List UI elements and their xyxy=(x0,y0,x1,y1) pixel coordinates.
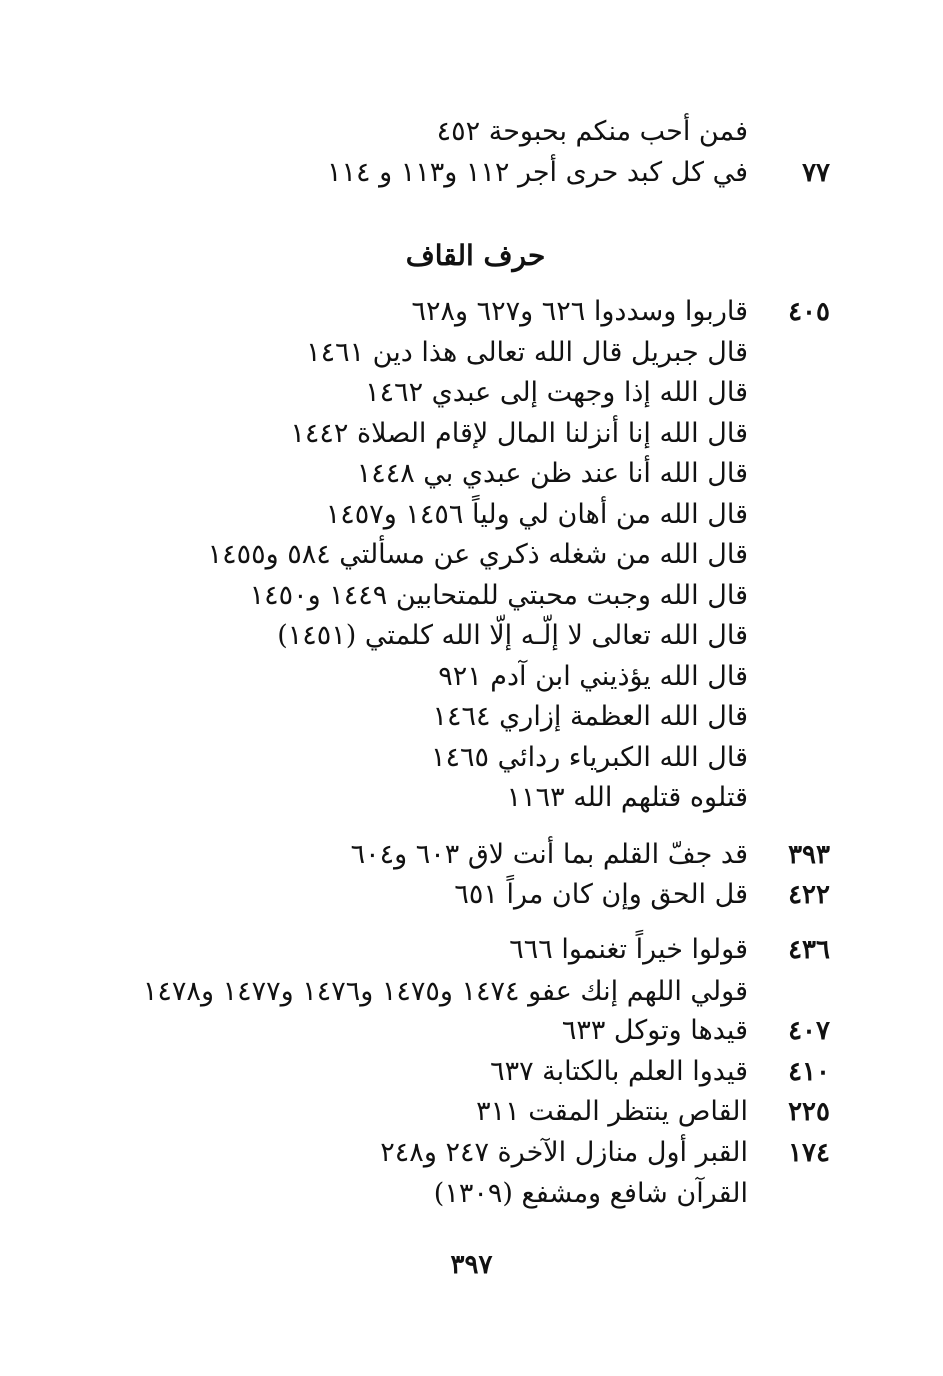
index-entry xyxy=(0,454,943,494)
entry-text: القاص ينتظر المقت ٣١١ xyxy=(476,1096,748,1127)
index-entry xyxy=(0,1174,943,1214)
hadith-number: ٢٢٥ xyxy=(788,1097,830,1127)
index-entry xyxy=(0,738,943,778)
index-entry xyxy=(0,495,943,535)
entry-text: قال الله وجبت محبتي للمتحابين ١٤٤٩ و١٤٥٠ xyxy=(249,580,748,611)
entry-text: فمن أحب منكم بحبوحة ٤٥٢ xyxy=(436,116,748,147)
index-entry xyxy=(0,373,943,413)
index-entry xyxy=(0,1133,943,1173)
index-entry xyxy=(0,657,943,697)
entry-text: قيدوا العلم بالكتابة ٦٣٧ xyxy=(490,1056,748,1087)
entry-text: في كل كبد حرى أجر ١١٢ و١١٣ و ١١٤ xyxy=(326,157,748,188)
entry-text: قال الله العظمة إزاري ١٤٦٤ xyxy=(432,701,748,732)
entry-text: قال الله تعالى لا إلّـه إلّا الله كلمتي (١٤٥١) xyxy=(277,620,748,651)
page-number: ٣٩٧ xyxy=(450,1250,493,1280)
hadith-number: ٤١٠ xyxy=(788,1057,830,1087)
entry-text: قال الله من أهان لي ولياً ١٤٥٦ و١٤٥٧ xyxy=(325,499,748,530)
index-entry xyxy=(0,153,943,193)
hadith-number: ٤٣٦ xyxy=(788,935,830,965)
index-entry xyxy=(0,778,943,818)
entry-text: قولوا خيراً تغنموا ٦٦٦ xyxy=(509,934,748,965)
entry-text: قال الله الكبرياء ردائي ١٤٦٥ xyxy=(431,742,748,773)
index-entry xyxy=(0,535,943,575)
hadith-number: ٤٠٥ xyxy=(788,297,830,327)
entry-text: قال الله من شغله ذكري عن مسألتي ٥٨٤ و١٤٥٥ xyxy=(207,539,748,570)
entry-text: قال جبريل قال الله تعالى هذا دين ١٤٦١ xyxy=(306,337,748,368)
entry-text: القرآن شافع ومشفع (١٣٠٩) xyxy=(433,1178,748,1209)
hadith-number: ٧٧ xyxy=(802,158,830,188)
index-entry xyxy=(0,1092,943,1132)
entry-text: قاربوا وسددوا ٦٢٦ و٦٢٧ و٦٢٨ xyxy=(411,296,748,327)
entry-text: قال الله أنا عند ظن عبدي بي ١٤٤٨ xyxy=(356,458,748,489)
entry-text: القبر أول منازل الآخرة ٢٤٧ و٢٤٨ xyxy=(380,1137,748,1168)
entry-text: قد جفّ القلم بما أنت لاق ٦٠٣ و٦٠٤ xyxy=(350,839,748,870)
index-entry xyxy=(0,1011,943,1051)
index-entry xyxy=(0,333,943,373)
index-entry xyxy=(0,576,943,616)
entry-text: قل الحق وإن كان مراً ٦٥١ xyxy=(454,879,748,910)
entry-text: قيدها وتوكل ٦٣٣ xyxy=(561,1015,748,1046)
hadith-number: ١٧٤ xyxy=(788,1138,830,1168)
hadith-number: ٤٠٧ xyxy=(788,1016,830,1046)
section-title: حرف القاف xyxy=(405,239,546,272)
hadith-number: ٣٩٣ xyxy=(788,840,830,870)
index-entry xyxy=(0,875,943,915)
entry-text: قال الله يؤذيني ابن آدم ٩٢١ xyxy=(438,661,748,692)
entry-text: قال الله إذا وجهت إلى عبدي ١٤٦٢ xyxy=(365,377,748,408)
index-entry xyxy=(0,930,943,970)
index-entry xyxy=(0,414,943,454)
index-entry xyxy=(0,972,943,1012)
entry-text: قتلوه قتلهم الله ١١٦٣ xyxy=(506,782,748,813)
entry-text: قال الله إنا أنزلنا المال لإقام الصلاة ١٤٤٢ xyxy=(290,418,748,449)
index-entry xyxy=(0,616,943,656)
index-entry xyxy=(0,697,943,737)
index-entry xyxy=(0,1052,943,1092)
index-entry xyxy=(0,292,943,332)
section-heading xyxy=(0,234,943,278)
entry-text: قولي اللهم إنك عفو ١٤٧٤ و١٤٧٥ و١٤٧٦ و١٤٧٧ و١٤٧٨ xyxy=(142,976,748,1007)
hadith-number: ٤٢٢ xyxy=(788,880,830,910)
index-entry xyxy=(0,112,943,152)
index-entry xyxy=(0,835,943,875)
